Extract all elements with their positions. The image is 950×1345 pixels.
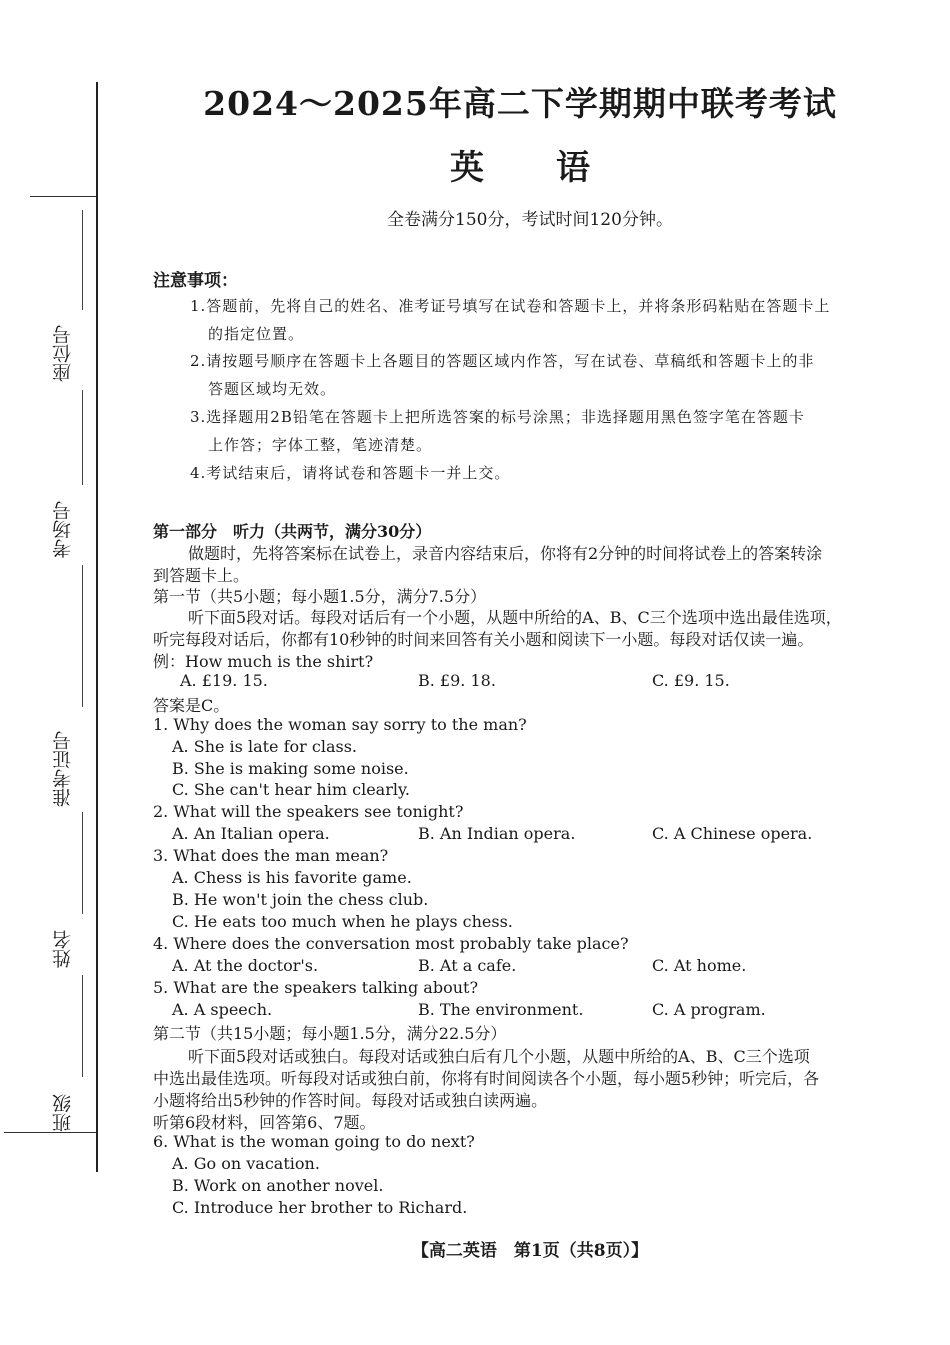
q6-option-c: C. Introduce her brother to Richard. (172, 1198, 468, 1217)
q2-option-c: C. A Chinese opera. (652, 824, 813, 843)
class-underline (82, 975, 83, 1077)
page-footer: 【高二英语 第1页（共8页）】 (411, 1241, 649, 1261)
name-label: 姓名 (52, 930, 74, 968)
exam-room-label: 考场号 (52, 501, 74, 558)
question-6: 6. What is the woman going to do next? (153, 1132, 475, 1151)
admission-number-underline (82, 565, 83, 707)
example-option-b: B. £9. 18. (418, 671, 496, 690)
q3-option-c: C. He eats too much when he plays chess. (172, 912, 513, 931)
part1-intro: 到答题卡上。 (153, 566, 250, 585)
note-line: 答题区域均无效。 (208, 380, 337, 398)
example-option-c: C. £9. 15. (652, 671, 730, 690)
name-underline (82, 812, 83, 914)
section2-heading: 第二节（共15小题；每小题1.5分，满分22.5分） (153, 1024, 507, 1043)
question-5: 5. What are the speakers talking about? (153, 978, 479, 997)
section1-desc: 听完每段对话后，你都有10秒钟的时间来回答有关小题和阅读下一小题。每段对话仅读一遍。 (153, 630, 814, 649)
q5-option-a: A. A speech. (172, 1000, 273, 1019)
section2-desc: 中选出最佳选项。听每段对话或独白前，你将有时间阅读各个小题，每小题5秒钟；听完后，各 (153, 1069, 820, 1088)
question-1: 1. Why does the woman say sorry to the man? (153, 715, 527, 734)
notes-heading: 注意事项： (153, 271, 238, 291)
q5-option-c: C. A program. (652, 1000, 766, 1019)
subject-title (0, 140, 950, 189)
note-line: 3.选择题用2B铅笔在答题卡上把所选答案的标号涂黑；非选择题用黑色签字笔在答题卡 (190, 408, 805, 426)
binding-rule-top (30, 196, 96, 197)
subject-char-1: 英 (450, 148, 484, 188)
subject-char-2: 语 (556, 148, 590, 188)
note-line: 的指定位置。 (208, 325, 305, 343)
example-answer: 答案是C。 (153, 696, 230, 715)
q4-option-a: A. At the doctor's. (172, 956, 319, 975)
question-3: 3. What does the man mean? (153, 846, 389, 865)
section2-desc: 小题将给出5秒钟的作答时间。每段对话或独白读两遍。 (153, 1091, 548, 1110)
section1-desc: 听下面5段对话。每段对话后有一个小题，从题中所给的A、B、C三个选项中选出最佳选项， (188, 608, 842, 627)
q2-option-b: B. An Indian opera. (418, 824, 576, 843)
q3-option-b: B. He won't join the chess club. (172, 890, 429, 909)
q1-option-a: A. She is late for class. (172, 737, 358, 756)
q6-option-b: B. Work on another novel. (172, 1176, 384, 1195)
material-6-instruction: 听第6段材料，回答第6、7题。 (153, 1113, 376, 1132)
note-line: 上作答；字体工整，笔迹清楚。 (208, 436, 433, 454)
q2-option-a: A. An Italian opera. (172, 824, 330, 843)
binding-rule-bottom (4, 1132, 96, 1133)
section2-desc: 听下面5段对话或独白。每段对话或独白后有几个小题，从题中所给的A、B、C三个选项 (188, 1047, 810, 1066)
q3-option-a: A. Chess is his favorite game. (172, 868, 412, 887)
question-2: 2. What will the speakers see tonight? (153, 802, 464, 821)
note-line: 2.请按题号顺序在答题卡上各题目的答题区域内作答，写在试卷、草稿纸和答题卡上的非 (190, 352, 815, 370)
q4-option-b: B. At a cafe. (418, 956, 517, 975)
q1-option-b: B. She is making some noise. (172, 759, 409, 778)
q6-option-a: A. Go on vacation. (172, 1154, 320, 1173)
note-line: 4.考试结束后，请将试卷和答题卡一并上交。 (190, 464, 511, 482)
q4-option-c: C. At home. (652, 956, 747, 975)
example-question: 例：How much is the shirt? (153, 652, 374, 671)
part1-intro: 做题时，先将答案标在试卷上，录音内容结束后，你将有2分钟的时间将试卷上的答案转涂 (188, 544, 823, 563)
class-label: 班级 (52, 1094, 74, 1132)
binding-line (96, 82, 98, 1172)
part1-heading: 第一部分 听力（共两节，满分30分） (153, 522, 432, 541)
exam-meta: 全卷满分150分，考试时间120分钟。 (387, 210, 673, 230)
q5-option-b: B. The environment. (418, 1000, 584, 1019)
question-4: 4. Where does the conversation most probably take place? (153, 934, 629, 953)
exam-title: 2024～2025年高二下学期期中联考考试 (203, 84, 837, 123)
note-line: 1.答题前，先将自己的姓名、准考证号填写在试卷和答题卡上，并将条形码粘贴在答题卡上 (190, 297, 831, 315)
q1-option-c: C. She can't hear him clearly. (172, 780, 410, 799)
seat-number-label: 座位号 (52, 325, 74, 382)
example-option-a: A. £19. 15. (180, 671, 268, 690)
section1-heading: 第一节（共5小题；每小题1.5分，满分7.5分） (153, 587, 487, 606)
admission-number-label: 准考证号 (52, 731, 74, 807)
exam-room-underline (82, 390, 83, 485)
